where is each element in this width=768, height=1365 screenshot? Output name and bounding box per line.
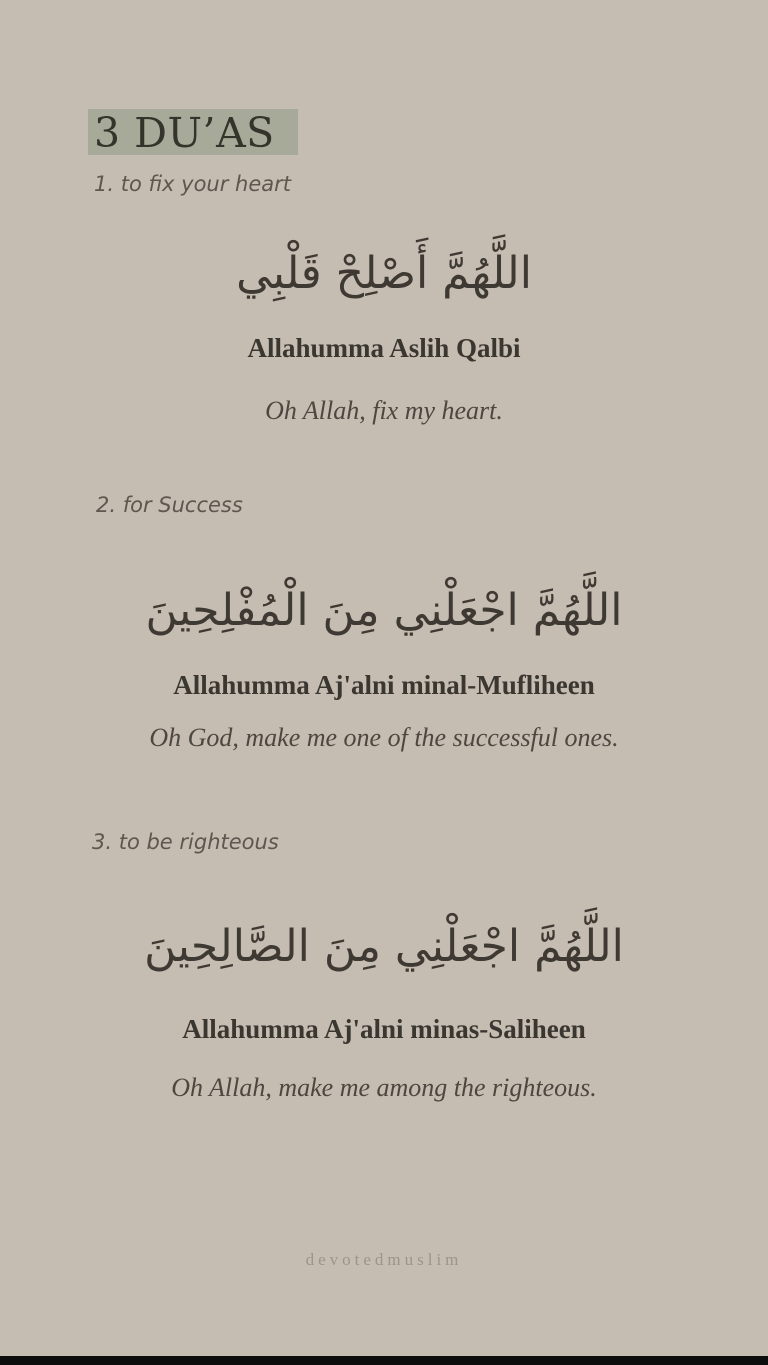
- dua-2-transliteration: Allahumma Aj'alni minal-Mufliheen: [173, 670, 595, 700]
- dua-1-translation: Oh Allah, fix my heart.: [265, 396, 503, 425]
- dua-2-translation: Oh God, make me one of the successful ones.: [149, 723, 619, 752]
- dua-2-label: 2. for Success: [96, 493, 243, 517]
- dua-2-arabic: اللَّهُمَّ اجْعَلْنِي مِنَ الْمُفْلِحِينَ: [145, 585, 623, 636]
- dua-3-transliteration: Allahumma Aj'alni minas-Saliheen: [182, 1014, 586, 1044]
- bottom-edge-bar: [0, 1356, 768, 1365]
- dua-3-label: 3. to be righteous: [92, 830, 279, 854]
- dua-3-translation: Oh Allah, make me among the righteous.: [171, 1073, 597, 1102]
- dua-3-arabic: اللَّهُمَّ اجْعَلْنِي مِنَ الصَّالِحِينَ: [144, 921, 624, 972]
- dua-1-arabic: اللَّهُمَّ أَصْلِحْ قَلْبِي: [236, 248, 532, 299]
- page-title: 3 DU’AS: [94, 109, 275, 157]
- footer-watermark: devotedmuslim: [305, 1250, 463, 1269]
- dua-1-transliteration: Allahumma Aslih Qalbi: [247, 333, 521, 363]
- dua-1-label: 1. to fix your heart: [94, 172, 291, 196]
